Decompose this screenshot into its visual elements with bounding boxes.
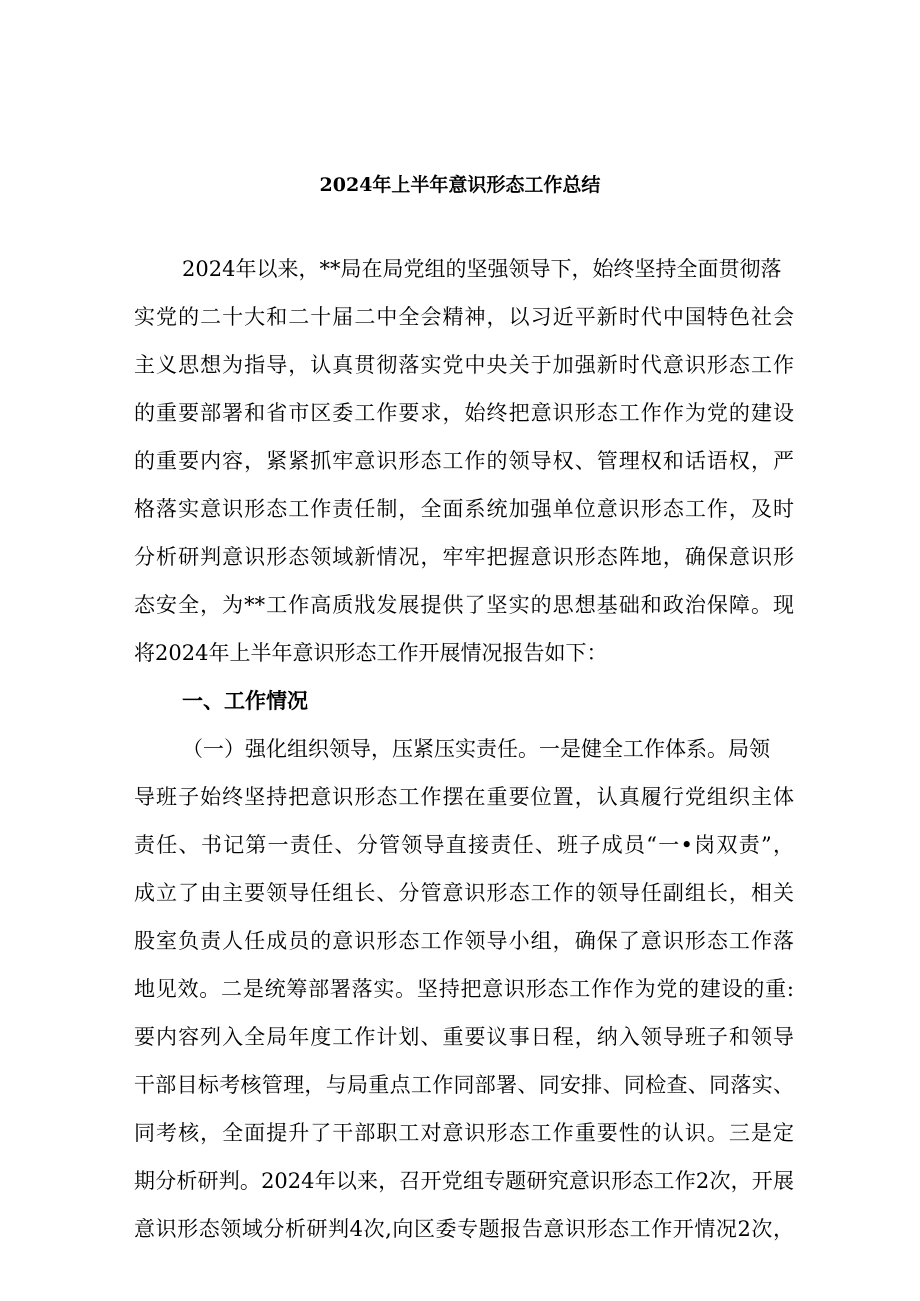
intro-line-2: 实党的二十大和二十届二中全会精神，以习近平新时代中国特色社会 [134,305,794,329]
body-line-3: 责任、书记第一责任、分管领导直接责任、班子成员“一•岗双责”， [134,833,794,857]
body-line-11: 意识形态领域分析研判4次,向区委专题报告意识形态工作开情况2次， [134,1217,794,1241]
intro-line-4: 的重要部署和省市区委工作要求，始终把意识形态工作作为党的建设 [134,401,794,425]
intro-line-1: 2024年以来，**局在局党组的坚强领导下，始终坚持全面贯彻落 [182,257,782,281]
body-line-5: 股室负责人任成员的意识形态工作领导小组，确保了意识形态工作落 [134,929,794,953]
body-line-2: 导班子始终坚持把意识形态工作摆在重要位置，认真履行党组织主体 [134,785,794,809]
intro-line-7: 分析研判意识形态领域新情况，牢牢把握意识形态阵地，确保意识形 [134,545,794,569]
body-line-6: 地见效。二是统筹部署落实。坚持把意识形态工作作为党的建设的重: [134,977,794,1001]
section-heading: 一、工作情况 [182,688,308,713]
intro-line-3: 主义思想为指导，认真贯彻落实党中央关于加强新时代意识形态工作 [134,353,794,377]
body-line-4: 成立了由主要领导任组长、分管意识形态工作的领导任副组长，相关 [134,881,794,905]
intro-line-6: 格落实意识形态工作责任制，全面系统加强单位意识形态工作，及时 [134,497,794,521]
body-line-9: 同考核，全面提升了干部职工对意识形态工作重要性的认识。三是定 [134,1121,794,1145]
body-line-7: 要内容列入全局年度工作计划、重要议事日程，纳入领导班子和领导 [134,1025,794,1049]
body-line-8: 干部目标考核管理，与局重点工作同部署、同安排、同检查、同落实、 [134,1073,794,1097]
body-line-1: （一）强化组织领导，压紧压实责任。一是健全工作体系。局领 [182,737,770,761]
intro-line-5: 的重要内容，紧紧抓牢意识形态工作的领导权、管理权和话语权，严 [134,449,794,473]
document-title: 2024年上半年意识形态工作总结 [319,174,601,196]
body-line-10: 期分析研判。2024年以来，召开党组专题研究意识形态工作2次，开展 [134,1169,794,1193]
intro-line-8: 态安全，为**工作高质戕发展提供了坚实的思想基础和政治保障。现 [134,593,794,617]
intro-line-9: 将2024年上半年意识形态工作开展情况报告如下： [134,641,608,665]
